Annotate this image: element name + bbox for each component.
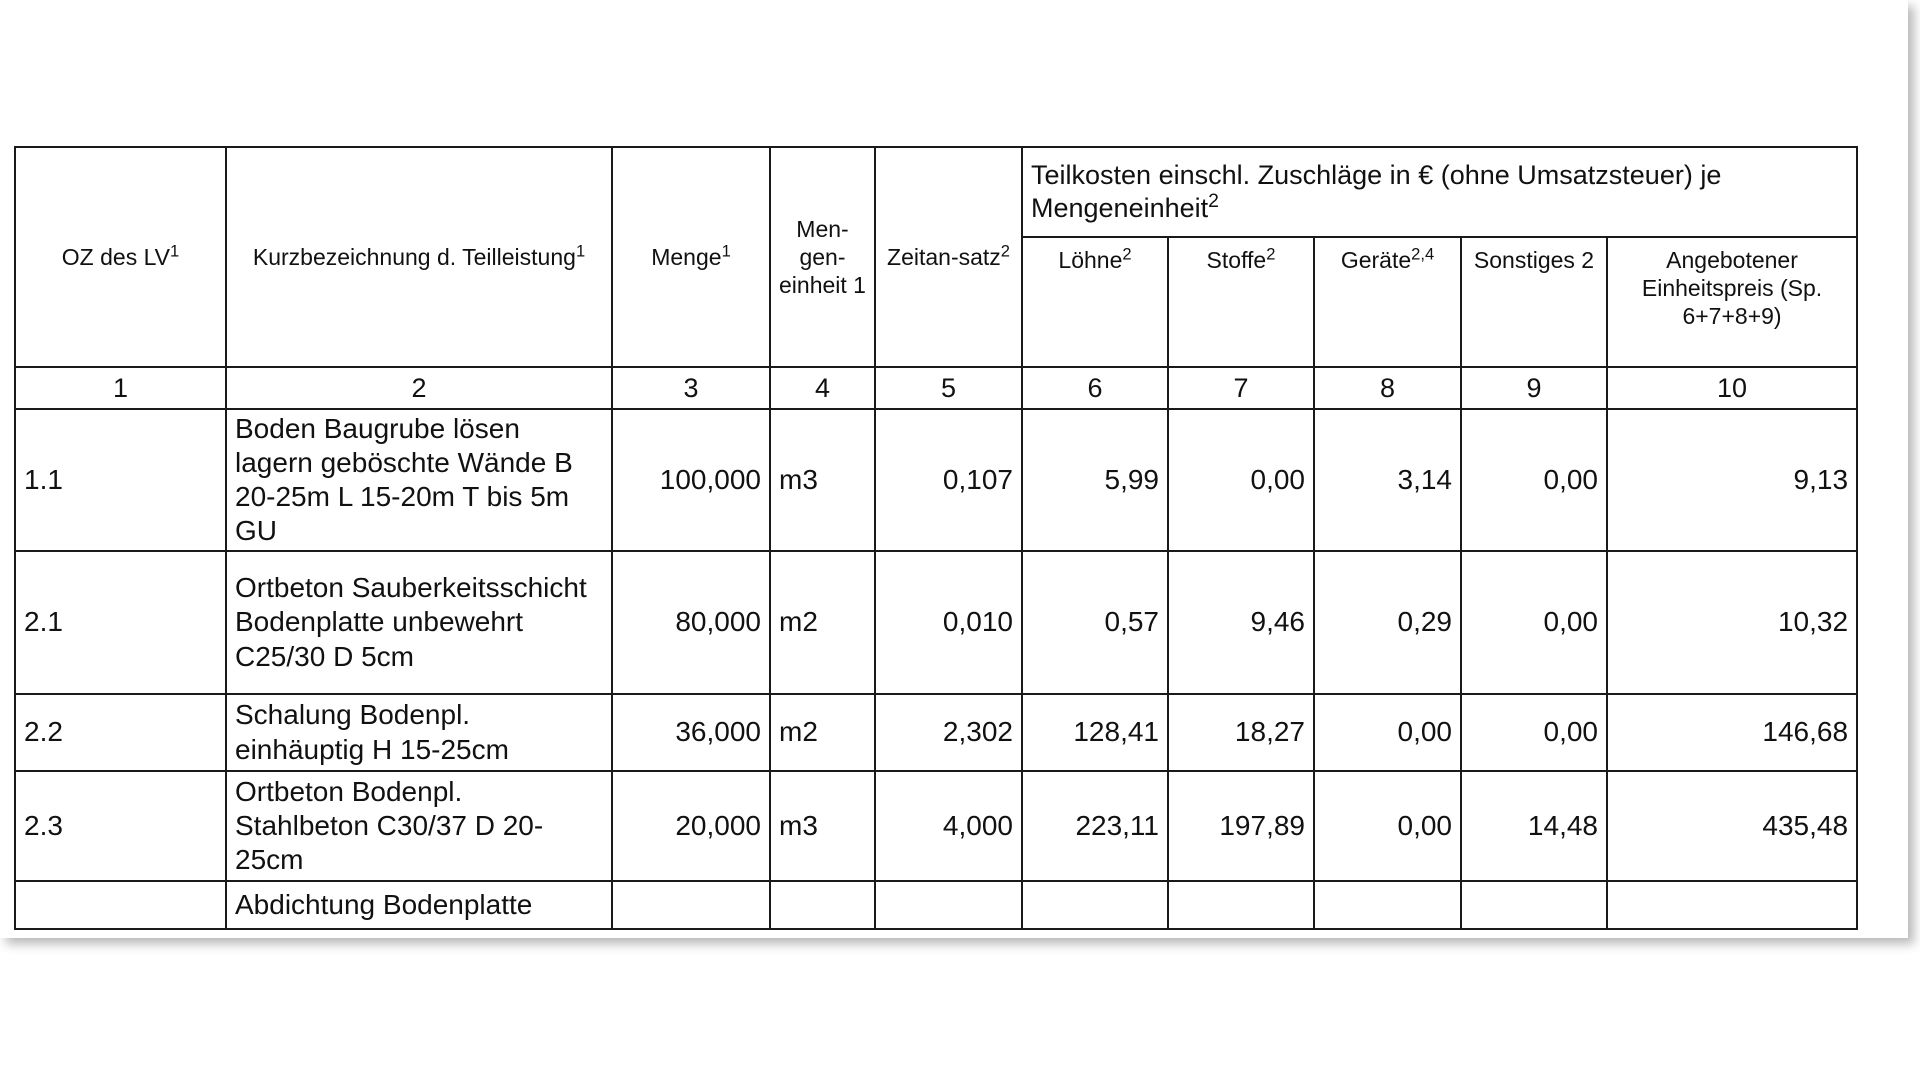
cell-oz: 2.3: [15, 771, 226, 881]
cell-einheit: m3: [770, 771, 875, 881]
cell-zeitansatz: [875, 881, 1022, 929]
cell-loehne: 0,57: [1022, 551, 1168, 694]
cell-einheit: [770, 881, 875, 929]
cell-menge: 100,000: [612, 409, 770, 551]
cell-stoffe: 0,00: [1168, 409, 1314, 551]
cell-description: Ortbeton Bodenpl. Stahlbeton C30/37 D 20-25cm: [226, 771, 612, 881]
cell-sonstiges: 0,00: [1461, 551, 1607, 694]
col-header-kurzbezeichnung: Kurzbezeichnung d. Teilleistung$^1$: [226, 147, 612, 367]
cell-oz: 2.1: [15, 551, 226, 694]
header-row-group: [15, 147, 1857, 237]
table-row: [15, 409, 1857, 551]
cell-loehne: 5,99: [1022, 409, 1168, 551]
cell-geraete: [1314, 881, 1461, 929]
table-row: [15, 694, 1857, 771]
cell-oz: 2.2: [15, 694, 226, 771]
cell-oz: 1.1: [15, 409, 226, 551]
col-number: 7: [1168, 367, 1314, 409]
col-number: 4: [770, 367, 875, 409]
cell-description: Ortbeton Sauberkeitsschicht Bodenplatte unbewehrt C25/30 D 5cm: [226, 551, 612, 694]
cell-geraete: 0,00: [1314, 771, 1461, 881]
cell-loehne: 128,41: [1022, 694, 1168, 771]
col-number: 10: [1607, 367, 1857, 409]
cell-description: Boden Baugrube lösen lagern geböschte Wände B 20-25m L 15-20m T bis 5m GU: [226, 409, 612, 551]
cell-einheit: m2: [770, 694, 875, 771]
col-header-teilkosten-group: Teilkosten einschl. Zuschläge in € (ohne Umsatzsteuer) je Mengeneinheit$^2$: [1022, 147, 1857, 237]
table-row: [15, 551, 1857, 694]
cell-zeitansatz: 0,010: [875, 551, 1022, 694]
cell-zeitansatz: 0,107: [875, 409, 1022, 551]
cell-stoffe: 9,46: [1168, 551, 1314, 694]
col-header-sonstiges: Sonstiges 2: [1461, 237, 1607, 367]
cell-einheitspreis: 435,48: [1607, 771, 1857, 881]
col-header-stoffe: Stoffe$^2$: [1168, 237, 1314, 367]
col-header-zeitansatz: Zeitan-satz$^2$: [875, 147, 1022, 367]
cell-menge: [612, 881, 770, 929]
cell-sonstiges: 0,00: [1461, 409, 1607, 551]
cell-einheit: m2: [770, 551, 875, 694]
col-number: 2: [226, 367, 612, 409]
cell-menge: 20,000: [612, 771, 770, 881]
column-number-row: [15, 367, 1857, 409]
cell-zeitansatz: 2,302: [875, 694, 1022, 771]
cell-description: Abdichtung Bodenplatte: [226, 881, 612, 929]
cell-geraete: 0,29: [1314, 551, 1461, 694]
col-number: 6: [1022, 367, 1168, 409]
col-number: 8: [1314, 367, 1461, 409]
cell-geraete: 3,14: [1314, 409, 1461, 551]
price-breakdown-table: [14, 146, 1858, 930]
col-header-geraete: Geräte$^{2,4}$: [1314, 237, 1461, 367]
col-number: 1: [15, 367, 226, 409]
cell-zeitansatz: 4,000: [875, 771, 1022, 881]
cell-loehne: 223,11: [1022, 771, 1168, 881]
col-header-mengeneinheit: Men-gen-einheit 1: [770, 147, 875, 367]
cell-description: Schalung Bodenpl. einhäuptig H 15-25cm: [226, 694, 612, 771]
cell-einheitspreis: 146,68: [1607, 694, 1857, 771]
cell-geraete: 0,00: [1314, 694, 1461, 771]
cell-stoffe: 197,89: [1168, 771, 1314, 881]
cell-sonstiges: [1461, 881, 1607, 929]
col-header-einheitspreis: Angebotener Einheitspreis (Sp. 6+7+8+9): [1607, 237, 1857, 367]
col-header-menge: Menge$^1$: [612, 147, 770, 367]
col-number: 9: [1461, 367, 1607, 409]
col-header-oz: OZ des $LV^1$: [15, 147, 226, 367]
table-row: [15, 771, 1857, 881]
cell-einheitspreis: 10,32: [1607, 551, 1857, 694]
cell-loehne: [1022, 881, 1168, 929]
cell-stoffe: [1168, 881, 1314, 929]
cell-oz: [15, 881, 226, 929]
cell-einheitspreis: [1607, 881, 1857, 929]
cell-sonstiges: 0,00: [1461, 694, 1607, 771]
cell-menge: 80,000: [612, 551, 770, 694]
col-number: 5: [875, 367, 1022, 409]
col-number: 3: [612, 367, 770, 409]
cell-menge: 36,000: [612, 694, 770, 771]
cell-stoffe: 18,27: [1168, 694, 1314, 771]
table-row-partial: [15, 881, 1857, 929]
cell-sonstiges: 14,48: [1461, 771, 1607, 881]
cell-einheitspreis: 9,13: [1607, 409, 1857, 551]
cell-einheit: m3: [770, 409, 875, 551]
col-header-loehne: Löhne$^2$: [1022, 237, 1168, 367]
